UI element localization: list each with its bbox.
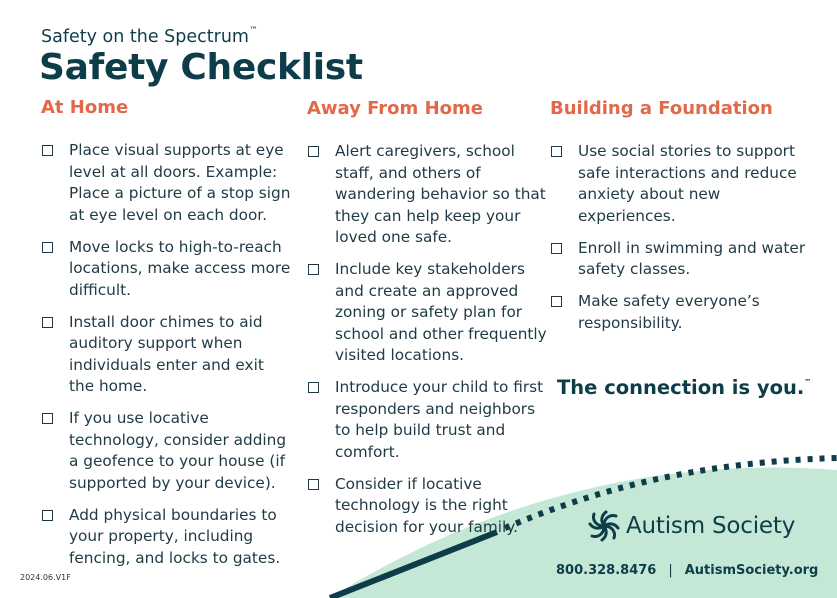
checklist-item: Move locks to high-to-reach locations, make access more difficult. [41,237,291,302]
logo-text: Autism Society [626,513,796,539]
checkbox[interactable] [551,296,562,307]
section-heading: At Home [41,97,129,118]
section-heading: Building a Foundation [550,98,773,119]
checkbox[interactable] [42,510,53,521]
tagline: The connection is you.™ [557,376,812,399]
checkbox[interactable] [551,243,562,254]
checklist-item: Introduce your child to first responders and neighbors to help build trust and comfort. [307,377,549,463]
column-building-a-foundation [550,98,810,345]
page-title: Safety Checklist [39,47,363,88]
version-code: 2024.06.V1F [20,573,71,582]
section-heading: Away From Home [307,98,483,119]
checklist [41,140,291,569]
checklist-item: Make safety everyone’s responsibility. [550,291,810,334]
puzzle-swirl-icon [588,510,620,542]
checklist-item: Alert caregivers, school staff, and others of wandering behavior so that they can help keep your loved one safe. [307,141,549,249]
checklist [550,141,810,334]
column-at-home [41,97,291,580]
checklist-item: If you use locative technology, consider adding a geofence to your house (if supported by your device). [41,408,291,494]
checkbox[interactable] [42,145,53,156]
checkbox[interactable] [308,264,319,275]
phone-number: 800.328.8476 [556,563,657,578]
checklist [307,141,549,538]
autism-society-logo [588,510,795,542]
checklist-item: Include key stakeholders and create an approved zoning or safety plan for school and other frequently visited locations. [307,259,549,367]
checklist-item: Consider if locative technology is the right decision for your family. [307,474,549,539]
checklist-item: Enroll in swimming and water safety classes. [550,238,810,281]
checklist-item: Use social stories to support safe interactions and reduce anxiety about new experiences. [550,141,810,227]
checkbox[interactable] [42,242,53,253]
separator: | [668,563,673,578]
checkbox[interactable] [308,382,319,393]
checkbox[interactable] [308,479,319,490]
checklist-item: Add physical boundaries to your property, including fencing, and locks to gates. [41,505,291,570]
column-away-from-home [307,98,549,549]
checkbox[interactable] [551,146,562,157]
website-link[interactable]: AutismSociety.org [684,563,819,578]
checkbox[interactable] [308,146,319,157]
checklist-item: Install door chimes to aid auditory support when individuals enter and exit the home. [41,312,291,398]
subtitle: Safety on the Spectrum™ [41,26,258,47]
checkbox[interactable] [42,413,53,424]
checklist-item: Place visual supports at eye level at all doors. Example: Place a picture of a stop sign at eye level on each door. [41,140,291,226]
checkbox[interactable] [42,317,53,328]
contact-line [556,563,818,578]
